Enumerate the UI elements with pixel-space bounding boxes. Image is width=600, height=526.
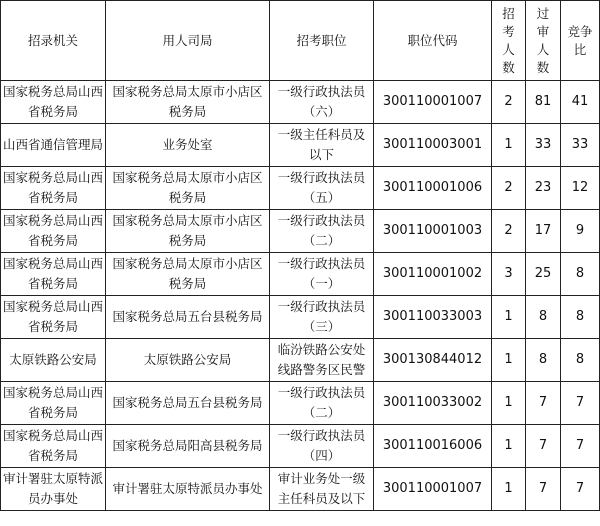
header-quota [492, 1, 526, 81]
cell-position: 一级行政执法员（三） [270, 296, 374, 339]
cell-ratio: 33 [561, 124, 600, 167]
cell-agency: 国家税务总局山西省税务局 [1, 81, 106, 124]
cell-passed: 7 [526, 425, 561, 468]
cell-code: 300130844012 [374, 339, 492, 382]
header-agency: 招录机关 [1, 1, 106, 81]
cell-ratio: 8 [561, 339, 600, 382]
cell-passed: 17 [526, 210, 561, 253]
cell-department: 国家税务总局太原市小店区税务局 [106, 210, 270, 253]
cell-department: 国家税务总局五台县税务局 [106, 382, 270, 425]
cell-agency: 审计署驻太原特派员办事处 [1, 468, 106, 511]
cell-agency: 国家税务总局山西省税务局 [1, 382, 106, 425]
header-code: 职位代码 [374, 1, 492, 81]
table-row [1, 382, 600, 425]
cell-quota: 3 [492, 253, 526, 296]
cell-position: 一级行政执法员（一） [270, 253, 374, 296]
cell-department: 国家税务总局阳高县税务局 [106, 425, 270, 468]
cell-passed: 8 [526, 339, 561, 382]
cell-agency: 太原铁路公安局 [1, 339, 106, 382]
table-row [1, 468, 600, 511]
cell-passed: 25 [526, 253, 561, 296]
cell-department: 国家税务总局五台县税务局 [106, 296, 270, 339]
cell-code: 300110001007 [374, 81, 492, 124]
cell-ratio: 41 [561, 81, 600, 124]
cell-agency: 国家税务总局山西省税务局 [1, 167, 106, 210]
cell-department: 太原铁路公安局 [106, 339, 270, 382]
cell-code: 300110001006 [374, 167, 492, 210]
cell-ratio: 7 [561, 468, 600, 511]
header-passed-char: 数 [536, 59, 550, 75]
cell-passed: 7 [526, 468, 561, 511]
cell-quota: 1 [492, 468, 526, 511]
cell-position: 临汾铁路公安处线路警务区民警 [270, 339, 374, 382]
cell-position: 一级行政执法员（六） [270, 81, 374, 124]
table-row [1, 296, 600, 339]
header-ratio [561, 1, 600, 81]
cell-code: 300110033003 [374, 296, 492, 339]
cell-agency: 山西省通信管理局 [1, 124, 106, 167]
header-position: 招考职位 [270, 1, 374, 81]
cell-code: 300110016006 [374, 425, 492, 468]
header-row [1, 1, 600, 81]
cell-quota: 1 [492, 425, 526, 468]
table-row [1, 425, 600, 468]
cell-quota: 1 [492, 339, 526, 382]
cell-code: 300110033002 [374, 382, 492, 425]
cell-quota: 1 [492, 382, 526, 425]
table-row [1, 210, 600, 253]
cell-passed: 81 [526, 81, 561, 124]
header-ratio-char: 竞争 [567, 23, 593, 39]
cell-quota: 1 [492, 124, 526, 167]
cell-agency: 国家税务总局山西省税务局 [1, 425, 106, 468]
cell-agency: 国家税务总局山西省税务局 [1, 296, 106, 339]
cell-code: 300110001002 [374, 253, 492, 296]
cell-passed: 33 [526, 124, 561, 167]
cell-ratio: 8 [561, 253, 600, 296]
header-passed-char: 审 [536, 23, 550, 39]
cell-code: 300110001007 [374, 468, 492, 511]
header-quota-char: 人 [502, 41, 515, 57]
header-passed [526, 1, 561, 81]
cell-passed: 23 [526, 167, 561, 210]
cell-passed: 7 [526, 382, 561, 425]
table-row [1, 339, 600, 382]
header-ratio-char: 比 [573, 41, 587, 57]
cell-position: 一级行政执法员（四） [270, 425, 374, 468]
cell-department: 国家税务总局太原市小店区税务局 [106, 167, 270, 210]
cell-department: 国家税务总局太原市小店区税务局 [106, 253, 270, 296]
cell-position: 审计业务处一级主任科员及以下 [270, 468, 374, 511]
header-department: 用人司局 [106, 1, 270, 81]
cell-ratio: 12 [561, 167, 600, 210]
cell-department: 业务处室 [106, 124, 270, 167]
table-row [1, 253, 600, 296]
cell-department: 国家税务总局太原市小店区税务局 [106, 81, 270, 124]
cell-ratio: 7 [561, 382, 600, 425]
cell-ratio: 9 [561, 210, 600, 253]
table-row [1, 81, 600, 124]
cell-quota: 1 [492, 296, 526, 339]
header-quota-char: 招 [502, 5, 515, 21]
cell-position: 一级主任科员及以下 [270, 124, 374, 167]
cell-agency: 国家税务总局山西省税务局 [1, 210, 106, 253]
cell-department: 审计署驻太原特派员办事处 [106, 468, 270, 511]
header-passed-char: 过 [536, 5, 550, 21]
table-row [1, 167, 600, 210]
cell-code: 300110003001 [374, 124, 492, 167]
table-row [1, 124, 600, 167]
cell-position: 一级行政执法员（五） [270, 167, 374, 210]
header-quota-char: 数 [502, 59, 515, 75]
cell-code: 300110001003 [374, 210, 492, 253]
cell-quota: 2 [492, 81, 526, 124]
cell-position: 一级行政执法员（二） [270, 210, 374, 253]
cell-agency: 国家税务总局山西省税务局 [1, 253, 106, 296]
cell-quota: 2 [492, 167, 526, 210]
cell-position: 一级行政执法员（二） [270, 382, 374, 425]
cell-passed: 8 [526, 296, 561, 339]
cell-ratio: 7 [561, 425, 600, 468]
cell-ratio: 8 [561, 296, 600, 339]
header-passed-char: 人 [536, 41, 550, 57]
header-quota-char: 考 [502, 23, 515, 39]
cell-quota: 2 [492, 210, 526, 253]
